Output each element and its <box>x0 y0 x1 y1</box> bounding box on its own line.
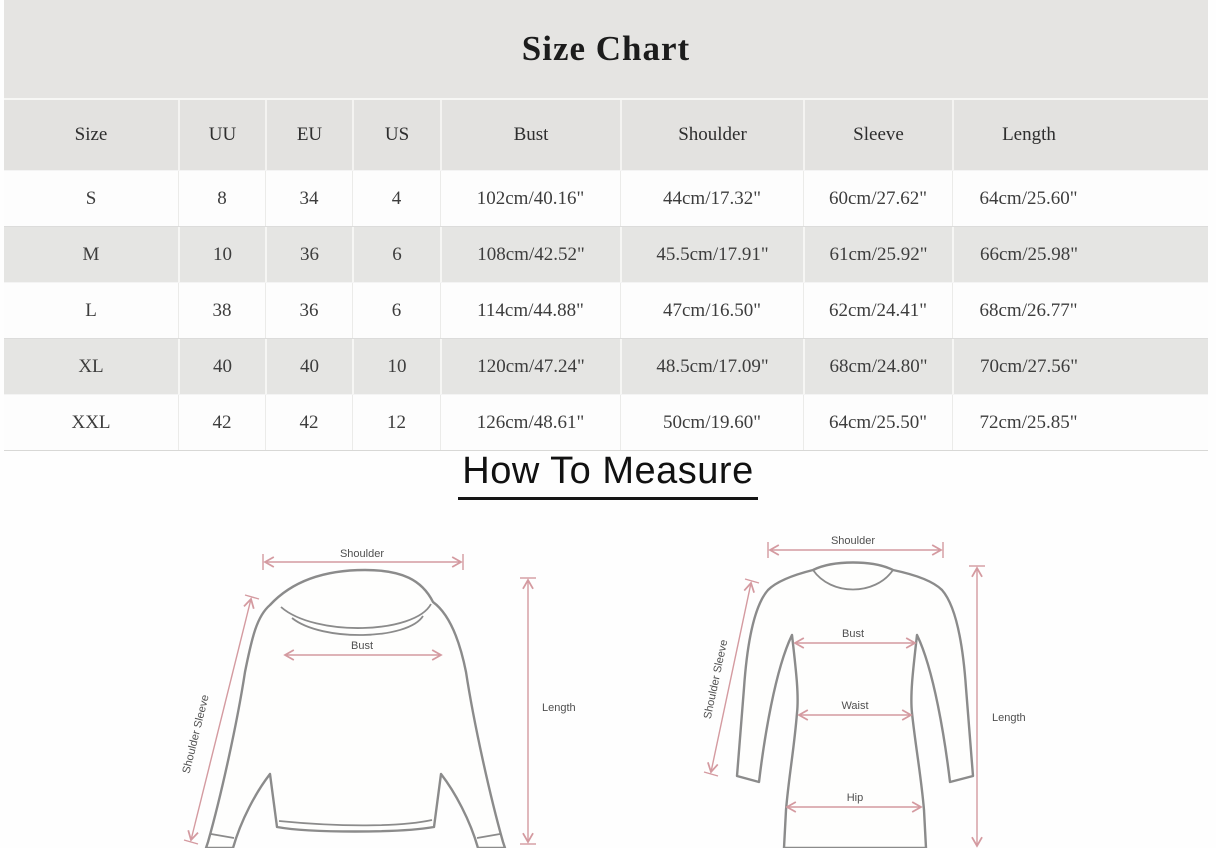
dress-length-label: Length <box>992 712 1026 724</box>
how-to-measure-heading: How To Measure <box>0 450 1216 500</box>
table-cell: M <box>82 243 100 265</box>
table-cell: L <box>85 299 97 321</box>
table-cell: 42 <box>265 395 352 450</box>
table-cell: 34 <box>265 171 352 226</box>
table-cell: 4 <box>352 171 440 226</box>
table-cell: 50cm/19.60" <box>620 395 803 450</box>
sweatshirt-diagram <box>181 548 576 848</box>
header-cell-bust: Bust <box>440 100 620 170</box>
tick <box>704 772 718 776</box>
table-cell: 8 <box>178 171 265 226</box>
table-cell: 40 <box>265 339 352 394</box>
table-cell: 66cm/25.98" <box>952 227 1208 282</box>
dress-bust-label: Bust <box>841 628 865 640</box>
header-cell-length: Length <box>952 100 1208 170</box>
table-cell: 6 <box>352 283 440 338</box>
header-cell-shoulder: Shoulder <box>620 100 803 170</box>
table-cell: 40 <box>178 339 265 394</box>
table-row-xl <box>4 338 1208 394</box>
table-cell: 64cm/25.50" <box>803 395 952 450</box>
table-cell: 45.5cm/17.91" <box>620 227 803 282</box>
table-header-row <box>4 100 1208 170</box>
dress-hip-label: Hip <box>846 792 864 804</box>
table-cell: 38 <box>178 283 265 338</box>
table-cell: S <box>85 187 97 209</box>
table-cell: 61cm/25.92" <box>803 227 952 282</box>
dress-waist-label: Waist <box>841 700 869 712</box>
table-cell: 72cm/25.85" <box>952 395 1208 450</box>
table-cell: 48.5cm/17.09" <box>620 339 803 394</box>
table-cell: 44cm/17.32" <box>620 171 803 226</box>
table-cell: 68cm/24.80" <box>803 339 952 394</box>
sweatshirt-bust-label: Bust <box>350 640 374 652</box>
tick <box>245 595 259 599</box>
sweatshirt-outline <box>206 570 505 848</box>
header-cell-size: Size <box>74 124 108 145</box>
header-cell-sleeve: Sleeve <box>803 100 952 170</box>
table-cell: 126cm/48.61" <box>440 395 620 450</box>
table-cell: 102cm/40.16" <box>440 171 620 226</box>
table-cell: XL <box>78 355 104 377</box>
table-cell: 68cm/26.77" <box>952 283 1208 338</box>
dress-shoulder-sleeve-label: Shoulder Sleeve <box>701 638 731 721</box>
table-cell: 108cm/42.52" <box>440 227 620 282</box>
table-cell: 60cm/27.62" <box>803 171 952 226</box>
table-cell: 12 <box>352 395 440 450</box>
table-cell: 70cm/27.56" <box>952 339 1208 394</box>
tick <box>745 579 759 583</box>
table-cell: 62cm/24.41" <box>803 283 952 338</box>
table-cell: 36 <box>265 283 352 338</box>
table-row-s <box>4 170 1208 226</box>
header-cell-us: US <box>352 100 440 170</box>
table-cell: XXL <box>71 411 111 433</box>
dress-shoulder-label: Shoulder <box>830 535 876 547</box>
dress-diagram <box>702 535 1026 848</box>
table-cell: 64cm/25.60" <box>952 171 1208 226</box>
tick <box>184 840 198 844</box>
table-cell: 42 <box>178 395 265 450</box>
sweatshirt-shoulder-sleeve-label: Shoulder Sleeve <box>180 693 212 775</box>
table-row-l <box>4 282 1208 338</box>
table-row-xxl <box>4 394 1208 450</box>
table-cell: 47cm/16.50" <box>620 283 803 338</box>
table-cell: 6 <box>352 227 440 282</box>
size-table <box>4 100 1208 451</box>
header-cell-uu: UU <box>178 100 265 170</box>
page-title: Size Chart <box>521 29 691 68</box>
size-chart-title-block <box>4 0 1208 100</box>
table-cell: 10 <box>352 339 440 394</box>
table-cell: 114cm/44.88" <box>440 283 620 338</box>
header-cell-eu: EU <box>265 100 352 170</box>
table-row-m <box>4 226 1208 282</box>
measure-diagrams <box>0 510 1216 848</box>
table-cell: 36 <box>265 227 352 282</box>
sweatshirt-shoulder-label: Shoulder <box>339 548 385 560</box>
table-cell: 10 <box>178 227 265 282</box>
sweatshirt-length-label: Length <box>542 702 576 714</box>
table-cell: 120cm/47.24" <box>440 339 620 394</box>
